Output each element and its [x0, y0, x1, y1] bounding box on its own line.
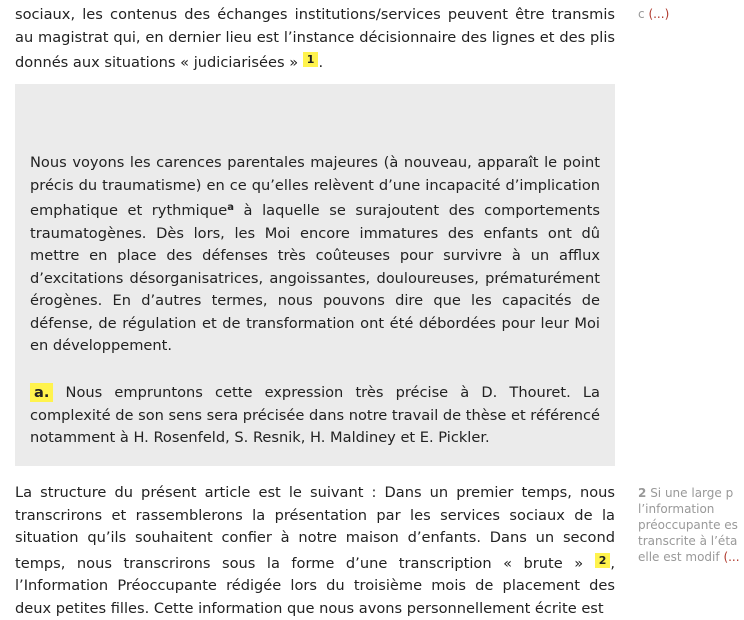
- paragraph-bottom-text-before: La structure du présent article est le suivant : Dans un premier temps, nous transcrirons et rassemblerons la présentation par les services sociaux de la situation qu’ils souhaitent confier à notre maison d’enfants. Dans un second temps, nous transcrirons sous la forme d’une transcription « brute »: [15, 484, 615, 572]
- sidenote-1-text: c: [638, 7, 645, 21]
- sidenote-2-line-1: Si une large p: [650, 486, 734, 500]
- sidenote-2-number: 2: [638, 486, 647, 500]
- sidenote-2-more-link[interactable]: (...: [723, 550, 740, 564]
- paragraph-bottom-text-after: , l’Information Préoccupante rédigée lors du troisième mois de placement des deux petites filles. Cette information que nous avons personnellement écrite est: [15, 554, 615, 617]
- paragraph-top-text: sociaux, les contenus des échanges institutions/services peuvent être transmis au magistrat qui, en dernier lieu est l’instance décisionnaire des lignes et des plis donnés aux situations « judiciarisées »: [15, 6, 615, 71]
- sidenote-2-line-4: transcrite à l’éta: [638, 534, 738, 548]
- quote-footnote-text: Nous empruntons cette expression très précise à D. Thouret. La complexité de son sens sera précisée dans notre travail de thèse et référencé notamment à H. Rosenfeld, S. Resnik, H. Maldiney et E. Pickler.: [30, 384, 600, 446]
- quote-text-before: Nous voyons les carences parentales majeures (à nouveau, apparaît le point précis du traumatisme) en ce qu’elles relèvent d’une incapacité d’implication emphatique et rythmique: [30, 154, 600, 219]
- quote-note-marker[interactable]: a: [227, 202, 234, 213]
- sidenote-2-line-5: elle est modif: [638, 550, 720, 564]
- sidenote-2-line-2: l’information: [638, 502, 715, 516]
- quote-footnote: [30, 382, 600, 450]
- sidenote-1-more-link[interactable]: (...): [648, 7, 670, 21]
- quote-paragraph: [30, 152, 600, 358]
- footnote-ref-2[interactable]: 2: [595, 553, 611, 568]
- quote-footnote-marker[interactable]: a.: [30, 383, 53, 402]
- quote-text-after: à laquelle se surajoutent des comportements traumatogènes. Dès lors, les Moi encore immatures des enfants ont dû mettre en place des défenses très coûteuses pour survivre à un afflux d’excitations désorganisatrices, angoissantes, douloureuses, prématurément érogènes. En d’autres termes, nous pouvons dire que les capacités de défense, de régulation et de transformation ont été débordées pour leur Moi en développement.: [30, 202, 600, 354]
- paragraph-top-end: .: [318, 54, 324, 71]
- footnote-ref-1[interactable]: 1: [303, 52, 319, 67]
- blockquote: [15, 84, 615, 466]
- paragraph-bottom: [15, 482, 615, 620]
- sidenote-1: [638, 6, 669, 22]
- sidenote-2: [638, 485, 740, 565]
- paragraph-top: [15, 4, 615, 75]
- sidenote-2-line-3: préoccupante es: [638, 518, 738, 532]
